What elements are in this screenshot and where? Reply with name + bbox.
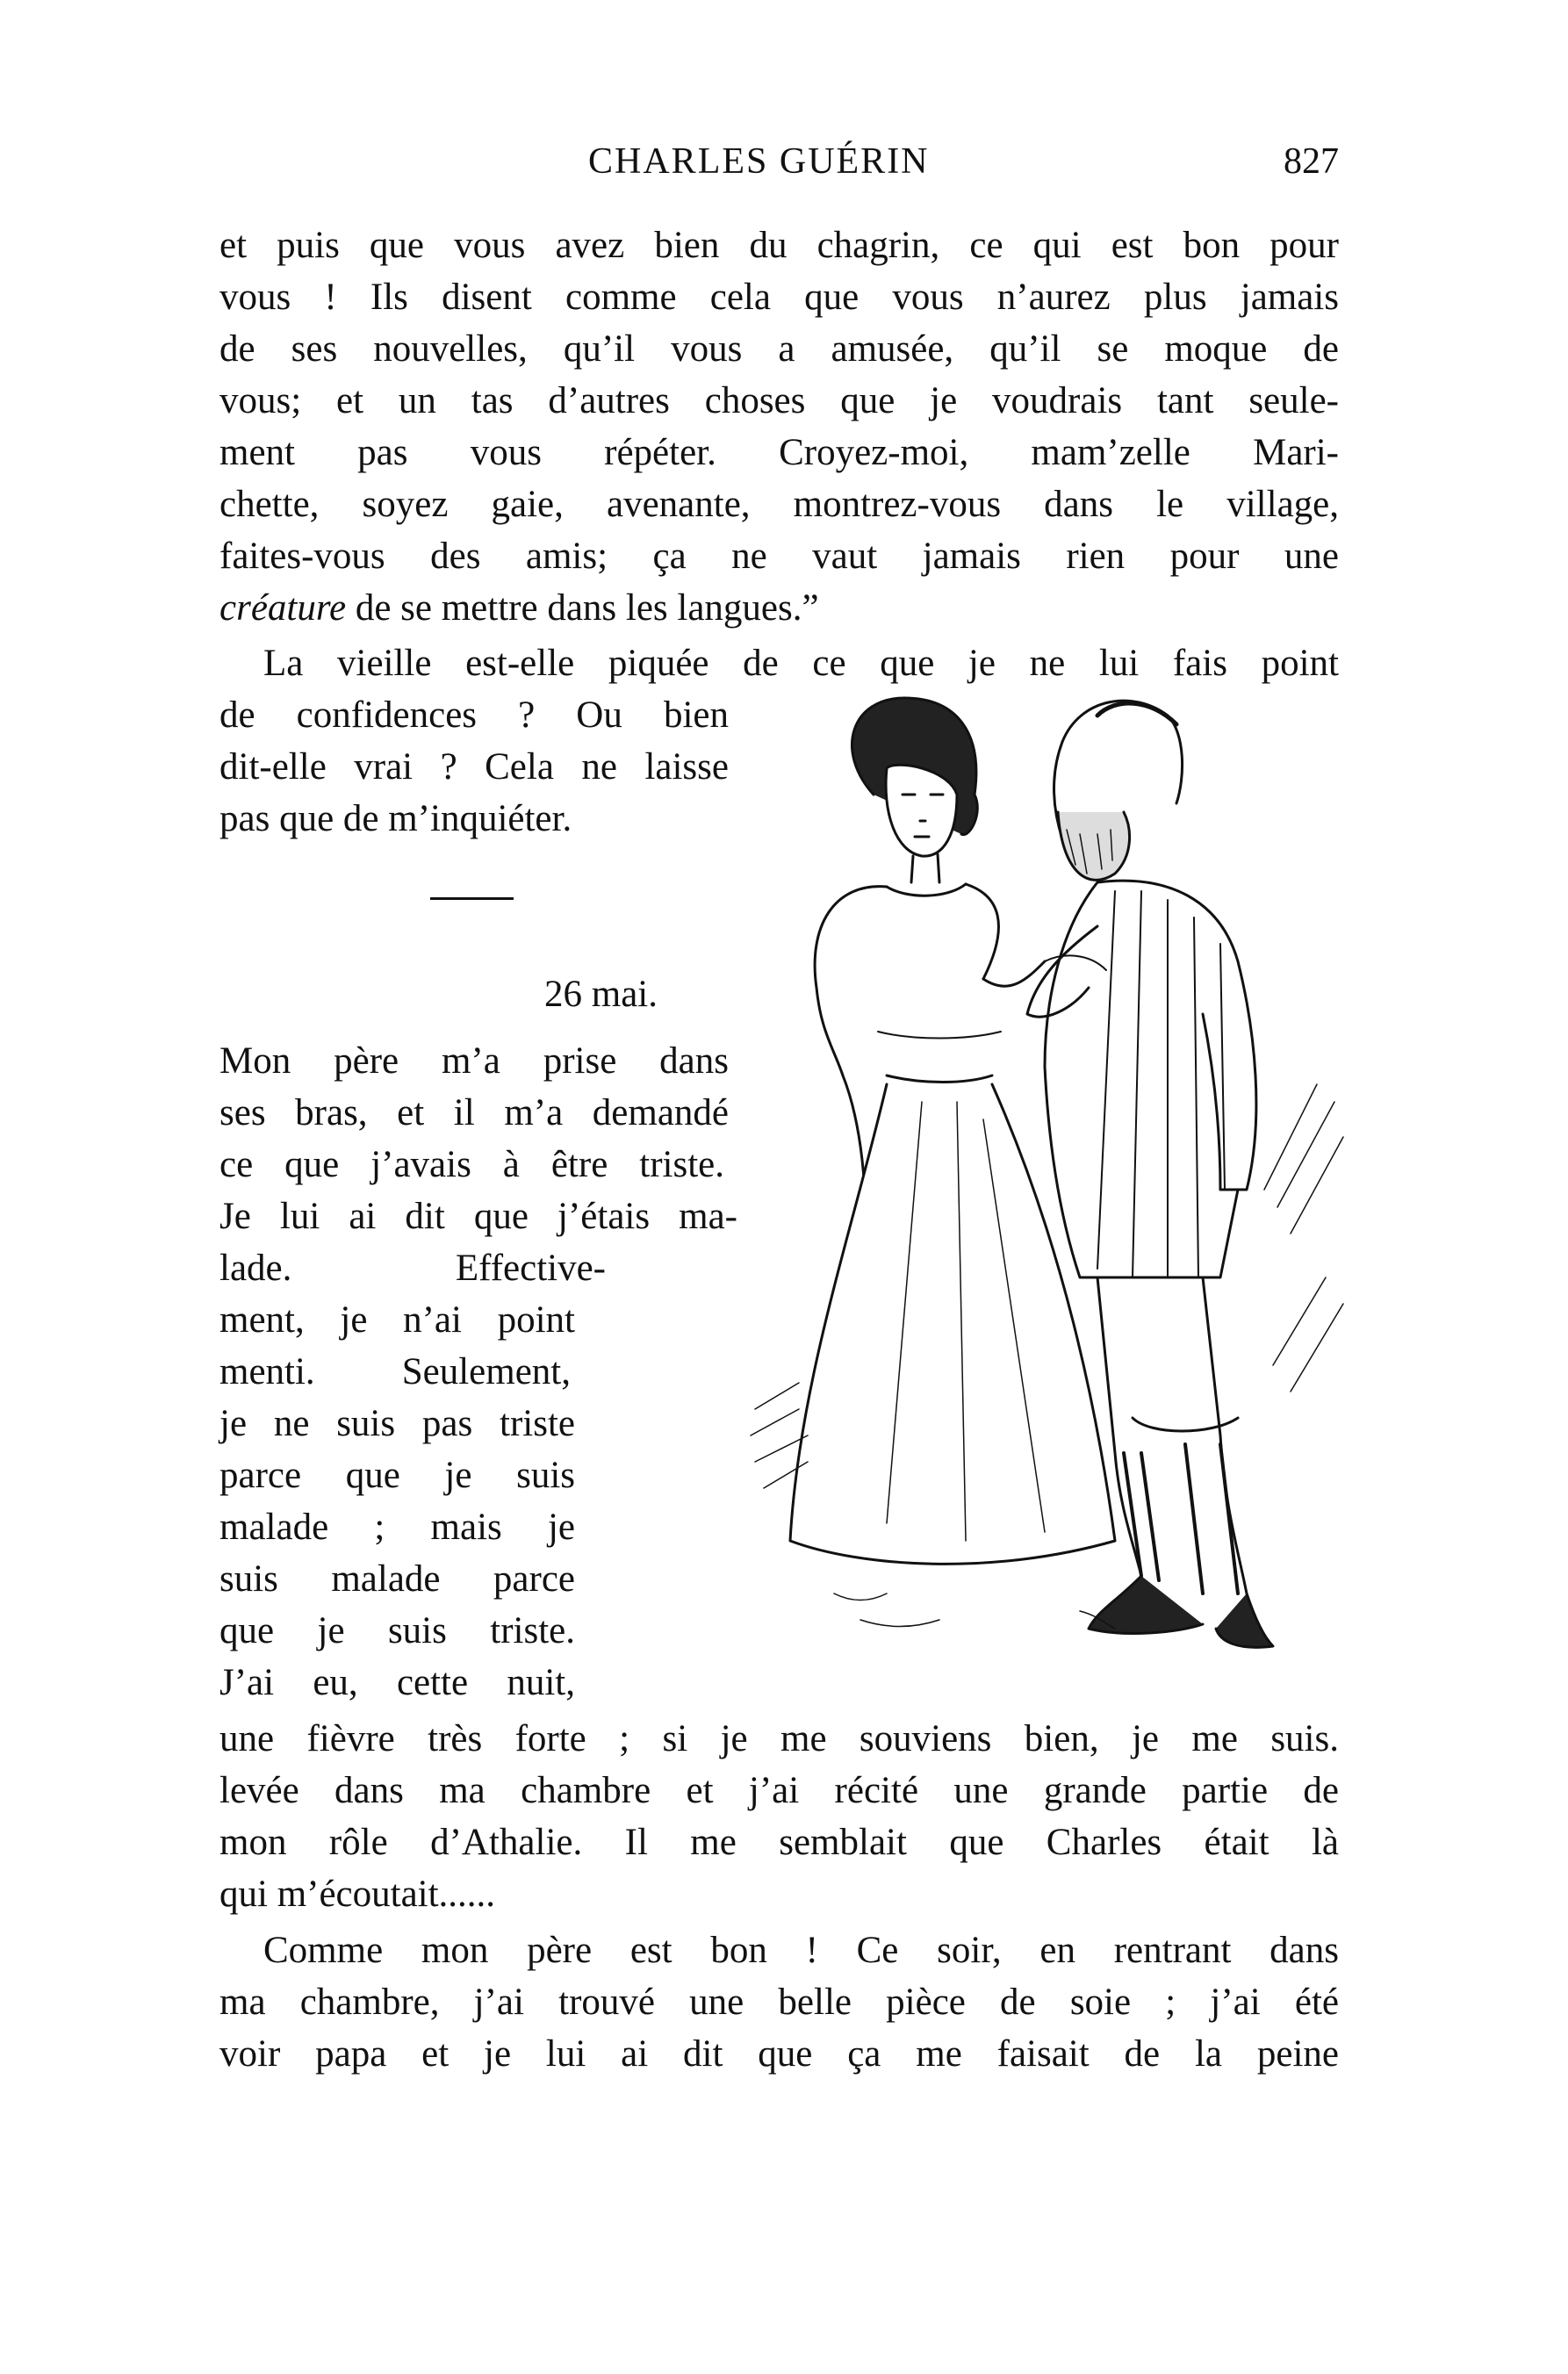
page-number: 827 [1284,141,1339,182]
text-line: ma chambre, j’ai trouvé une belle pièce de soie ; j’ai été [219,1982,1339,2023]
illustration-father-and-daughter [571,663,1361,1743]
text-line: parce que je suis [219,1455,575,1496]
text-line: Comme mon père est bon ! Ce soir, en rentrant dans [263,1930,1339,1971]
text-line: ce que j’avais à être triste. [219,1144,724,1185]
text-line: de confidences ? Ou bien [219,694,729,736]
text-line: malade ; mais je [219,1507,575,1548]
text-fragment: de se mettre dans les langues.” [346,587,819,629]
running-head [219,140,1339,184]
text-line: mon rôle d’Athalie. Il me semblait que Charles était là [219,1822,1339,1863]
text-line: levée dans ma chambre et j’ai récité une grande partie de [219,1770,1339,1811]
text-line: lade. Effective- [219,1248,606,1289]
text-line: ses bras, et il m’a demandé [219,1092,729,1133]
italic-word: créature [219,587,347,629]
text-line: pas que de m’inquiéter. [219,798,572,839]
text-line: voir papa et je lui ai dit que ça me faisait de la peine [219,2033,1339,2075]
text-line: dit-elle vrai ? Cela ne laisse [219,746,729,788]
text-line [219,586,1339,635]
text-line: ment pas vous répéter. Croyez-moi, mam’zelle Mari- [219,432,1339,473]
section-separator [430,897,514,900]
text-line: chette, soyez gaie, avenante, montrez-vous dans le village, [219,484,1339,525]
text-line: La vieille est-elle piquée de ce que je ne lui fais point [263,643,1339,684]
text-line: J’ai eu, cette nuit, [219,1662,575,1703]
text-line: suis malade parce [219,1558,575,1600]
running-title: CHARLES GUÉRIN [588,141,930,182]
text-line: Mon père m’a prise dans [219,1040,729,1082]
text-line: vous ! Ils disent comme cela que vous n’aurez plus jamais [219,277,1339,318]
text-line: ment, je n’ai point [219,1299,575,1341]
text-line: et puis que vous avez bien du chagrin, ce qui est bon pour [219,225,1339,266]
text-line: menti. Seulement, [219,1351,571,1392]
text-line: je ne suis pas triste [219,1403,575,1444]
text-line: vous; et un tas d’autres choses que je voudrais tant seule- [219,380,1339,421]
text-line: Je lui ai dit que j’étais ma- [219,1196,737,1237]
text-line: de ses nouvelles, qu’il vous a amusée, qu’il se moque de [219,328,1339,370]
text-line: qui m’écoutait...... [219,1874,496,1915]
text-line: que je suis triste. [219,1610,575,1651]
text-line: faites-vous des amis; ça ne vaut jamais rien pour une [219,536,1339,577]
entry-date: 26 mai. [544,974,658,1015]
text-line: une fièvre très forte ; si je me souviens bien, je me suis. [219,1718,1339,1759]
